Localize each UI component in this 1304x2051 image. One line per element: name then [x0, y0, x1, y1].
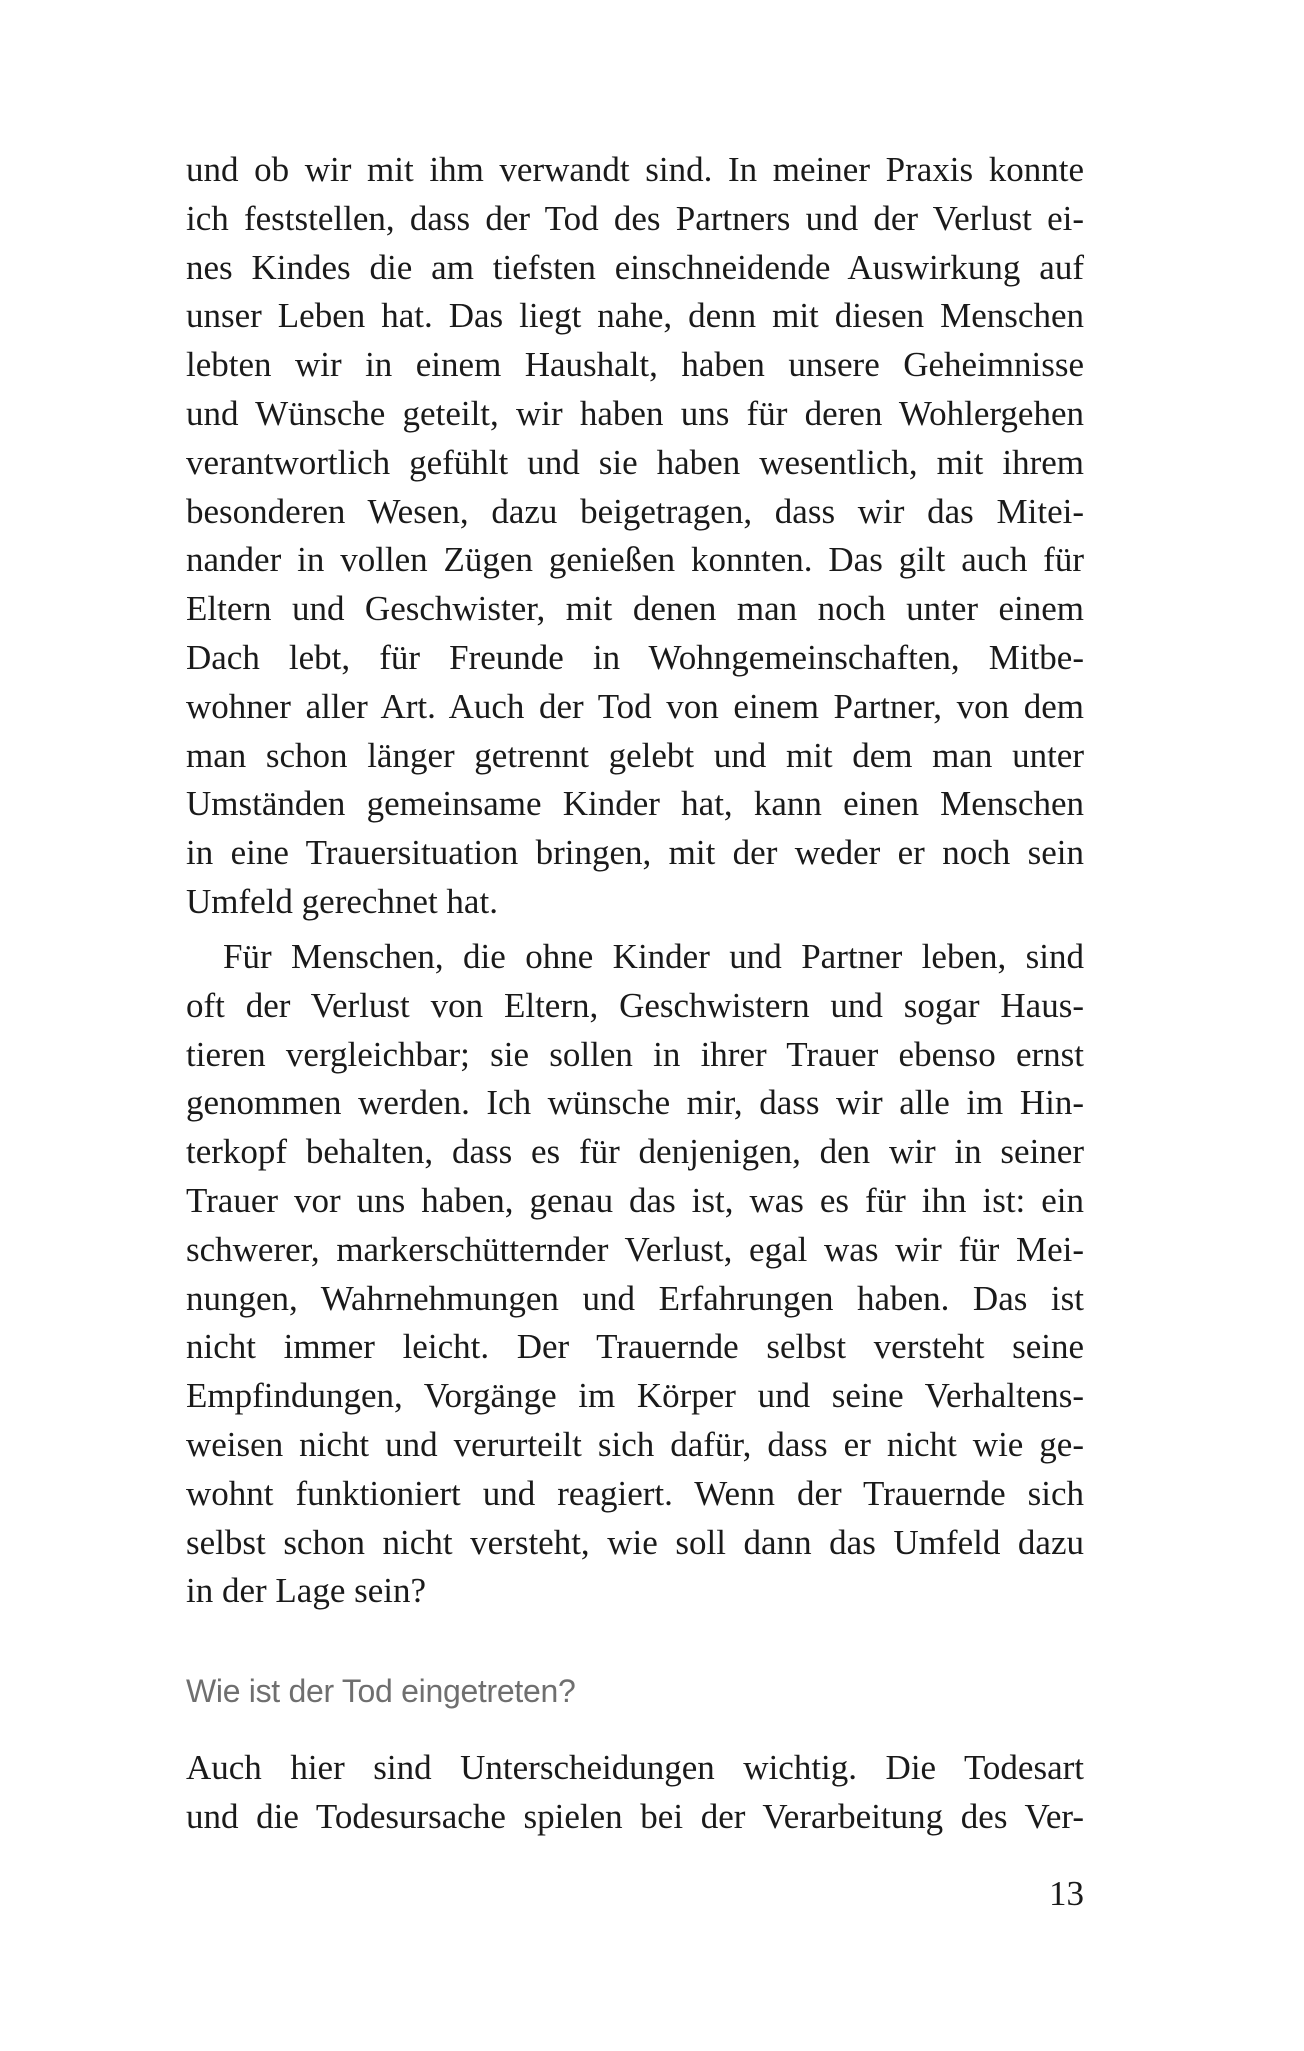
text-line: terkopf behalten, dass es für denjenigen, den wir in seiner [186, 1132, 1084, 1172]
text-line: Umfeld gerechnet hat. [186, 881, 498, 921]
section-heading: Wie ist der Tod eingetreten? [186, 1673, 576, 1709]
text-line: man schon länger getrennt gelebt und mit dem man unter [186, 735, 1084, 775]
text-line: Für Menschen, die ohne Kinder und Partner leben, sind [223, 937, 1084, 976]
text-line: unser Leben hat. Das liegt nahe, denn mit diesen Menschen [186, 296, 1084, 336]
text-line: besonderen Wesen, dazu beigetragen, dass wir das Mitei- [186, 491, 1084, 531]
paragraph [186, 1744, 1084, 1842]
text-line: verantwortlich gefühlt und sie haben wesentlich, mit ihrem [186, 442, 1084, 482]
text-line: Dach lebt, für Freunde in Wohngemeinschaften, Mitbe- [186, 637, 1084, 677]
text-line: oft der Verlust von Eltern, Geschwistern und sogar Haus- [186, 985, 1084, 1025]
text-line: nander in vollen Zügen genießen konnten. Das gilt auch für [186, 540, 1084, 580]
text-line: in der Lage sein? [186, 1571, 427, 1611]
text-line: selbst schon nicht versteht, wie soll dann das Umfeld dazu [186, 1522, 1084, 1562]
page-number: 13 [1049, 1874, 1084, 1913]
text-line: Empfindungen, Vorgänge im Körper und seine Verhaltens- [186, 1376, 1084, 1416]
text-line: nungen, Wahrnehmungen und Erfahrungen haben. Das ist [186, 1278, 1084, 1318]
text-line: ich feststellen, dass der Tod des Partners und der Verlust ei- [186, 198, 1084, 238]
text-line: Eltern und Geschwister, mit denen man noch unter einem [186, 589, 1084, 629]
paragraph [186, 146, 1084, 927]
text-line: weisen nicht und verurteilt sich dafür, dass er nicht wie ge- [186, 1424, 1084, 1464]
text-line: Trauer vor uns haben, genau das ist, was es für ihn ist: ein [186, 1180, 1084, 1220]
paragraph [186, 933, 1084, 1616]
text-line: wohnt funktioniert und reagiert. Wenn der Trauernde sich [186, 1473, 1084, 1513]
text-line: und die Todesursache spielen bei der Verarbeitung des Ver- [186, 1796, 1084, 1836]
text-line: wohner aller Art. Auch der Tod von einem Partner, von dem [186, 686, 1084, 726]
text-line: schwerer, markerschütternder Verlust, egal was wir für Mei- [186, 1229, 1084, 1269]
text-line: nes Kindes die am tiefsten einschneidende Auswirkung auf [186, 247, 1084, 287]
text-line: und ob wir mit ihm verwandt sind. In meiner Praxis konnte [186, 150, 1084, 189]
text-line: in eine Trauersituation bringen, mit der weder er noch sein [186, 833, 1084, 873]
text-line: lebten wir in einem Haushalt, haben unsere Geheimnisse [186, 345, 1084, 385]
text-line: nicht immer leicht. Der Trauernde selbst versteht seine [186, 1327, 1084, 1367]
text-line: und Wünsche geteilt, wir haben uns für deren Wohlergehen [186, 393, 1084, 433]
text-line: Auch hier sind Unterscheidungen wichtig. Die Todesart [186, 1748, 1084, 1787]
text-line: genommen werden. Ich wünsche mir, dass wir alle im Hin- [186, 1083, 1084, 1123]
text-line: tieren vergleichbar; sie sollen in ihrer Trauer ebenso ernst [186, 1034, 1084, 1074]
text-line: Umständen gemeinsame Kinder hat, kann einen Menschen [186, 784, 1084, 824]
